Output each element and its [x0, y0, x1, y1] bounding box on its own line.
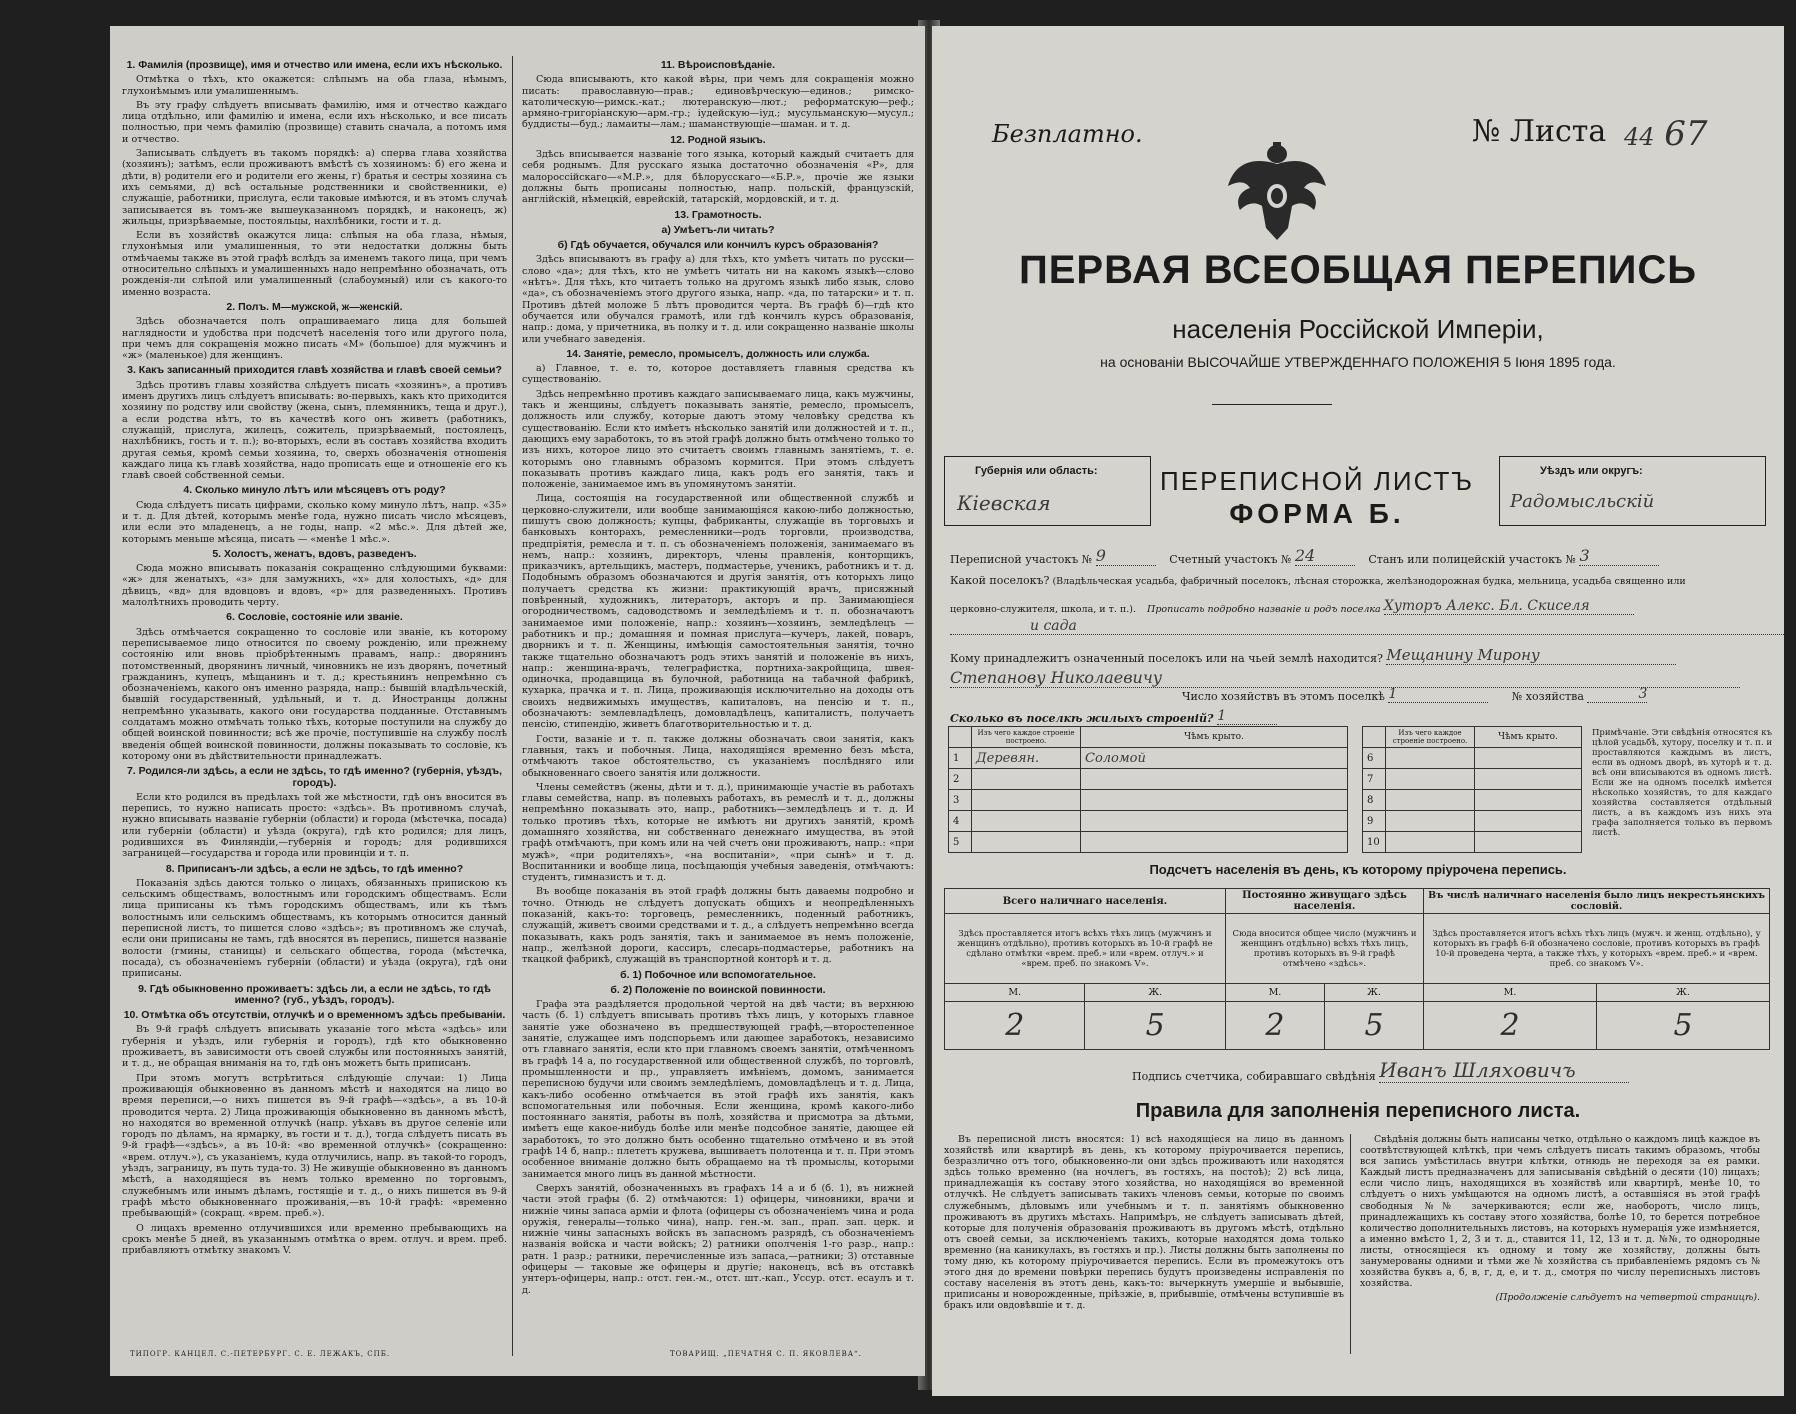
- instruction-heading: 5. Холостъ, женатъ, вдовъ, разведенъ.: [212, 547, 417, 560]
- column-divider: [512, 56, 513, 1356]
- building-roof: [1081, 832, 1348, 853]
- households-count-value: 1: [1388, 686, 1488, 703]
- building-n: 5: [949, 832, 972, 853]
- buildings-table-1: [948, 726, 1348, 853]
- instruction-heading: б. 1) Побочное или вспомогательное.: [620, 968, 816, 981]
- enumerator-signature-row: Подпись счетчика, собиравшаго свѣдѣнія Иванъ Шляховичъ: [1132, 1058, 1629, 1083]
- uezd-label: Уѣздъ или округъ:: [1540, 465, 1643, 477]
- building-material: [972, 790, 1081, 811]
- instructions-column-1: [122, 56, 507, 1259]
- permanent-header: Постоянно живущаго здѣсь населенія.: [1225, 889, 1423, 914]
- households-row: Число хозяйствъ въ этомъ поселкѣ 1 № хозяйства 3: [1182, 686, 1648, 703]
- instruction-heading: 14. Занятіе, ремесло, промыселъ, должность или служба.: [566, 347, 870, 360]
- instruction-heading: а) Умѣетъ-ли читать?: [661, 223, 775, 236]
- instruction-heading: б) Гдѣ обучается, обучался или кончилъ курсъ образованія?: [557, 239, 879, 252]
- total-present-female: 5: [1085, 1002, 1225, 1050]
- population-table: [944, 888, 1770, 1050]
- instruction-paragraph: О лицахъ временно отлучившихся или временно пребывающихъ на срокъ менѣе 5 дней, въ указаннымъ отмѣтка о врем. отлуч. и врем. преб. прибавляютъ отмѣтку знакомъ V.: [122, 1222, 507, 1257]
- total-present-header: Всего наличнаго населенія.: [945, 889, 1226, 914]
- instruction-heading: 11. Вѣроисповѣданіе.: [660, 59, 776, 71]
- instruction-heading: 7. Родился-ли здѣсь, а если не здѣсь, то гдѣ именно? (губернія, уѣздъ, городъ).: [126, 765, 503, 789]
- instruction-paragraph: Члены семействъ (жены, дѣти и т. д.), принимающіе участіе въ работахъ главы семейства, напр. въ полевыхъ работахъ, въ ремеслѣ и т. д., должны непремѣнно показывать это, напр., работникъ—земледѣлецъ и т. д. И только противъ тѣхъ, которые не имѣютъ ни другихъ занятій, кромѣ домашняго хозяйства, ни собственнаго денежнаго имущества, въ этой графѣ отмѣчаютъ, при комъ или на чей счетъ они проживаютъ, напр.: «при мужѣ», «при родителяхъ», «на воспитаніи», «при сынѣ» и т. д. Воспитанники и вообще лица, посѣщающія учебныя заведенія, отмѣчаютъ: студентъ, гимназистъ и т. д.: [522, 781, 914, 884]
- building-n: 9: [1363, 811, 1386, 832]
- female-label: Ж.: [1324, 984, 1423, 1002]
- imperial-eagle-emblem-icon: [1222, 136, 1332, 246]
- building-row: [1363, 832, 1582, 853]
- building-empty-cell: [1475, 832, 1582, 853]
- rules-title: Правила для заполненія переписного листа.: [1135, 1100, 1581, 1122]
- instruction-heading: 6. Сословіе, состояніе или званіе.: [226, 611, 403, 624]
- instruction-paragraph: Здѣсь вписывается названіе того языка, который каждый считаетъ для себя роднымъ. Для русскаго языка достаточно обозначенія «Р», для малороссійскаго—«М.Р.», для бѣлорусскаго—«Б.Р.», прочіе же языки должны быть прописаны полностью, напр. польскій, французскій, англійскій, нѣмецкій, еврейскій, татарскій, мордовскій, и т. д.: [522, 149, 914, 206]
- permanent-male: 2: [1225, 1002, 1324, 1050]
- left-page: [110, 26, 925, 1376]
- permanent-description: Сюда вносится общее число (мужчинъ и женщинъ отдѣльно) всѣхъ тѣхъ лицъ, противъ которыхъ въ 9-й графѣ отмѣчено «здѣсь».: [1225, 914, 1423, 984]
- population-count-title: Подсчетъ населенія въ день, къ которому пріурочена перепись.: [1149, 862, 1567, 877]
- building-roof: [1081, 769, 1348, 790]
- building-n: 8: [1363, 790, 1386, 811]
- male-label: М.: [1424, 984, 1597, 1002]
- buildings-count-value: 1: [1217, 708, 1277, 725]
- settlement-value: Хуторъ Алекс. Бл. Скиселя: [1384, 598, 1634, 615]
- instruction-heading: 13. Грамотность.: [674, 208, 762, 221]
- building-row: [949, 811, 1348, 832]
- free-of-charge-label: Безплатно.: [992, 120, 1143, 148]
- instruction-heading: 2. Полъ. М—мужской, ж—женскій.: [226, 300, 403, 313]
- building-empty-cell: [1475, 790, 1582, 811]
- form-title: ПЕРЕПИСНОЙ ЛИСТЪ: [1160, 466, 1474, 496]
- gubernia-box: [944, 456, 1151, 526]
- instruction-heading: б. 2) Положеніе по воинской повинности.: [610, 983, 826, 996]
- building-row: [1363, 748, 1582, 769]
- building-n: 1: [949, 748, 972, 769]
- instruction-heading: 9. Гдѣ обыкновенно проживаетъ: здѣсь ли, а если не здѣсь, то гдѣ именно? (губ., уѣздъ, городъ).: [138, 982, 491, 1006]
- building-empty-cell: [1475, 811, 1582, 832]
- non-peasant-male: 2: [1424, 1002, 1597, 1050]
- uezd-value: Радомысльскій: [1510, 491, 1655, 512]
- gubernia-value: Кіевская: [957, 491, 1051, 515]
- sheet-number-value: 44 67: [1624, 114, 1708, 154]
- instruction-paragraph: Если въ хозяйствѣ окажутся лица: слѣпыя на оба глаза, нѣмыя, глухонѣмыя или умалишенныя, то эти недостатки должны быть отмѣчаемы также въ этой графѣ вслѣдъ за именемъ такого лица, при чемъ относительно слѣпыхъ и умалишенныхъ надо непремѣнно обозначать, отъ рожденія-ли слѣпой или умалишенный (слабоумный) или съ какого-то именно возраста.: [122, 230, 507, 298]
- building-n: 3: [949, 790, 972, 811]
- instruction-paragraph: Въ эту графу слѣдуетъ вписывать фамилію, имя и отчество каждаго лица отдѣльно, или фамилію и имена, если ихъ нѣсколько, и все писать полностью, при чемъ фамилію (прозвище) ставить сначала, а потомъ имя и отчество.: [122, 99, 507, 145]
- settlement-value-2: и сада: [950, 618, 1784, 635]
- roof-header-2: Чѣмъ крыто.: [1475, 727, 1582, 748]
- male-label: М.: [945, 984, 1085, 1002]
- census-district-value: 9: [1096, 546, 1156, 566]
- uezd-box: [1499, 456, 1766, 526]
- instructions-column-2: [522, 56, 914, 1299]
- building-row: [1363, 769, 1582, 790]
- rules-right-text: Свѣдѣнія должны быть написаны четко, отдѣльно о каждомъ лицѣ каждое въ соотвѣтствующей клѣткѣ, при чемъ слѣдуетъ писать такимъ образомъ, чтобы вся запись умѣстилась внутри клѣтки, отнюдь не переходя за ея рамки. Каждый листъ предназначенъ для записыванія свѣдѣній о десяти (10) лицахъ; если число лицъ, находящихся въ хозяйствѣ или квартирѣ, менѣе 10, то слѣдуетъ о нихъ умѣщаются на одномъ листѣ, а оставшіяся въ этой графѣ свободныя №№ зачеркиваются; если же, наоборотъ, число лицъ, принадлежащихъ къ составу этого хозяйства, болѣе 10, то берется потребное количество дополнительныхъ листовъ, на которыхъ нумерація уже измѣняется, а именно вмѣсто 1, 2, 3 и т. д., ставится 11, 12, 13 и т. д. №№, то однородные листы, относящіеся къ одному и тому же хозяйству, должны быть занумерованы одними и тѣми же № хозяйства съ прибавленіемъ рядомъ съ № хозяйства буквъ а, б, в, г, д, е, и т. д., смотря по числу переписныхъ листовъ хозяйства. (Продолженіе слѣдуетъ на четвертой страницѣ).: [1360, 1134, 1760, 1304]
- buildings-count-row: Сколько въ поселкѣ жилыхъ строеній? 1: [950, 708, 1277, 725]
- printer-footer-left: ТИПОГР. КАНЦЕЛ. С.-ПЕТЕРБУРГ. С. Е. ЛЕЖАКЪ, СПБ.: [130, 1350, 391, 1358]
- building-row: [1363, 790, 1582, 811]
- rules-continuation: (Продолженіе слѣдуетъ на четвертой страницѣ).: [1495, 1292, 1760, 1304]
- instruction-paragraph: Здѣсь обозначается полъ опрашиваемаго лица для большей наглядности и удобства при подсчетѣ населенія того или другого пола, при чемъ для сокращенія можно писать «М» (большое) для мужчинъ и «ж» (маленькое) для женщинъ.: [122, 316, 507, 362]
- household-number-value: 3: [1587, 686, 1647, 703]
- instruction-paragraph: Сюда вписываютъ, кто какой вѣры, при чемъ для сокращенія можно писать: православную—прав.; единовѣрческую—единов.; римско-католическую—римск.-кат.; лютеранскую—лют.; реформатскую—реф.; армяно-григоріанскую—арм.-гр.; іудейскую—іуд.; мусульманскую—мусул.; буддисты—буд.; ламаиты—лам.; шаманствующіе—шаман. и т. д.: [522, 74, 914, 131]
- instruction-paragraph: Въ вообще показанія въ этой графѣ должны быть даваемы подробно и точно. Отнюдь не слѣдуетъ допускать общихъ и неопредѣленныхъ показаній, какъ-то: торговецъ, ремесленникъ, поденный работникъ, служащій, живетъ своими средствами и т. д., а слѣдуетъ непремѣнно всегда показывать, какъ родъ занятія, такъ и занимаемое въ немъ положеніе, напр., желѣзной дороги, кассиръ, слесарь-подмастерье, работникъ на ткацкой фабрикѣ, служащій въ транспортной конторѣ и т. д.: [522, 886, 914, 966]
- instruction-paragraph: Если кто родился въ предѣлахъ той же мѣстности, гдѣ онъ вносится въ перепись, то нужно написать просто: «здѣсь». Въ противномъ случаѣ, нужно вписывать названіе губерніи (области) и города (мѣстечка, посада) или губерніи (области) и уѣзда (округа), гдѣ кто родился; для лицъ, родившихся въ Финляндіи,—губернія и городъ; для родившихся заграницей—государства и города или провинціи и т. п.: [122, 791, 507, 860]
- building-row: [949, 790, 1348, 811]
- sheet-number-label: № Листа: [1472, 114, 1607, 149]
- instruction-paragraph: Записывать слѣдуетъ въ такомъ порядкѣ: а) сперва глава хозяйства (хозяинъ); затѣмъ, если проживаютъ вмѣстѣ съ хозяиномъ: б) его жена и дѣти, в) родители его и родители его жены, г) братья и сестры хозяина съ ихъ семьями, д) всѣ остальные родственники и свойственники, е) служащіе, работники, прислуга, если таковые имѣются, и въ этомъ случаѣ записывается въ томъ-же вышеуказанномъ порядкѣ, и наконецъ, ж) жильцы, призрѣваемые, постояльцы, нахлѣбники, гости и т. д.: [122, 148, 507, 227]
- building-material: Деревян.: [972, 748, 1081, 769]
- building-material: [972, 811, 1081, 832]
- rules-left-text: Въ переписной листъ вносятся: 1) всѣ находящіеся на лицо въ данномъ хозяйствѣ или квартирѣ въ день, къ которому пріурочивается перепись, безразлично отъ того, обыкновенно-ли они здѣсь проживаютъ или находятся здѣсь только временно (на ночлегъ, въ гостяхъ, на постоѣ); 2) всѣ лица, принадлежащія къ составу этого хозяйства, но находящіяся во временной отлучкѣ. Не слѣдуетъ записывать такихъ членовъ семьи, которые по своимъ служебнымъ, дѣловымъ или учебнымъ и т. п. занятіямъ обыкновенно проживаютъ въ другихъ мѣстахъ. Напримѣръ, не слѣдуетъ записывать дѣтей, которые для полученія образованія проживаютъ въ другомъ мѣстѣ, отдѣльно отъ своей семьи, за исключеніемъ такихъ, которые находятся дома только временно (на каникулахъ, въ гостяхъ и пр.). Листы должны быть заполнены по тому дню, къ которому пріурочивается перепись. Если въ промежутокъ отъ этого дня до времени повѣрки перепись будутъ произведены исправленія по составу населенія въ этотъ день, какъ-то: вычеркнуть умершіе и выбывшіе, приписаны и новорожденные, пріѣзжіе, в, прибывшіе, отмѣчены вступившіе въ бракъ или овдовѣвшіе и т. д.: [944, 1134, 1344, 1312]
- male-label: М.: [1225, 984, 1324, 1002]
- total-present-description: Здѣсь проставляется итогъ всѣхъ тѣхъ лицъ (мужчинъ и женщинъ отдѣльно), противъ которыхъ въ 10-й графѣ не сдѣлано отмѣтки «врем. преб.» или «врем. отлуч.» и «врем. преб. по знакомъ V».: [945, 914, 1226, 984]
- instruction-paragraph: Показанія здѣсь даются только о лицахъ, обязанныхъ припискою къ сельскимъ обществамъ, волостнымъ или городскимъ обществамъ. Если лица приписаны къ тѣмъ городскимъ обществамъ, или къ тѣмъ волостнымъ или сельскимъ обществамъ, къ которымъ относится данный переписной листъ, то пишется слово «здѣсь»; въ противномъ же случаѣ, если они приписаны не тамъ, гдѣ вносятся въ перепись, пишется названіе волости (гмины, станицы) и сельскаго общества, города (мѣстечка, посада), съ обозначеніемъ губерніи (области) и уѣзда (округа), гдѣ они приписаны.: [122, 877, 507, 980]
- instruction-heading: 1. Фамилія (прозвище), имя и отчество или имена, если ихъ нѣсколько.: [126, 59, 503, 71]
- building-empty-cell: [1386, 811, 1475, 832]
- material-header-2: Изъ чего каждое строеніе построено.: [1386, 727, 1475, 748]
- non-peasant-female: 5: [1597, 1002, 1770, 1050]
- building-empty-cell: [1386, 832, 1475, 853]
- instruction-paragraph: Лица, состоящія на государственной или общественной службѣ и церковно-служители, или вообще занимающіяся какою-либо должностью, пишутъ свою должность; купцы, фабриканты, служащіе въ торговыхъ и банковыхъ конторахъ, ремесленники—родъ торговли, производства, предпріятія, ремесла и т. п. съ обозначеніемъ положенія, занимаемаго въ немъ, напр.: хозяинъ, директоръ, члены правленія, конторщикъ, приказчикъ, артельщикъ, мастеръ, подмастерье, ученикъ, работникъ и т. д. Подобнымъ образомъ обозначаются и другія занятія, отъ которыхъ лицо получаетъ средства къ жизни: практикующій врачъ, присяжный повѣренный, художникъ, литераторъ, акторъ и пр. Занимающіеся огородничествомъ, садоводствомъ и земледѣліемъ и т. п. обозначаютъ занимаемое ими положеніе, напр.: хозяинъ—хозяинъ, земледѣлецъ — работникъ и пр.; домашняя и помная прислуга—кучеръ, лакей, поваръ, дворникъ и т. п. Женщины, имѣющія самостоятельныя занятія, точно также тщательно обозначаютъ родъ этихъ занятій и положеніе въ нихъ, напр.: женщина-врачъ, телеграфистка, портниха-закройщица, швея-одиночка, продавщица въ булочной, работница на табачной фабрикѣ, кухарка, прачка и т. п. Лица, проживающія исключительно на доходы отъ своихъ недвижимыхъ имуществъ, капиталовъ, на пенсію и т. п., обозначаютъ: землевладѣлецъ, домовладѣлецъ, капиталистъ, получаетъ пенсію, стипендію, живетъ благотворительностью и т. д.: [522, 493, 914, 731]
- instruction-paragraph: Здѣсь противъ главы хозяйства слѣдуетъ писать «хозяинъ», а противъ именъ другихъ лицъ слѣдуетъ вписывать: во-первыхъ, какъ кто приходится хозяину по родству или свойству (жена, сынъ, племянникъ, теща и друг.), а если родства нѣтъ, то въ качествѣ кого онъ живетъ (работникъ, служащій, прислуга, жилецъ, сожитель, призрѣваемый, постоялецъ, нахлѣбникъ, гость и т. п.); во-вторыхъ, если въ составъ хозяйства входитъ другая семья, кромѣ семьи хозяина, то, сверхъ обозначенія отношенія каждаго лица къ главѣ хозяйства, надо прописать еще и отношеніе его къ главѣ своей собственной семьи.: [122, 379, 507, 482]
- building-empty-cell: [1386, 769, 1475, 790]
- instruction-paragraph: Гости, вазаніе и т. п. также должны обозначать свои занятія, какъ главныя, такъ и побочныя. Лица, находящіяся временно безъ мѣста, отмѣчаютъ такое обстоятельство, съ указаніемъ послѣдняго или обыкновеннаго своего занятія или должности.: [522, 733, 914, 779]
- instruction-heading: 8. Приписанъ-ли здѣсь, а если не здѣсь, то гдѣ именно?: [165, 862, 464, 875]
- building-row: [1363, 811, 1582, 832]
- instruction-heading: 3. Какъ записанный приходится главѣ хозяйства и главѣ своей семьи?: [127, 364, 502, 377]
- owner-row: Кому принадлежитъ означенный поселокъ или на чьей землѣ находится? Мещанину Мирону: [950, 646, 1676, 665]
- building-row: [949, 769, 1348, 790]
- roof-header: Чѣмъ крыто.: [1081, 727, 1348, 748]
- building-roof: Соломой: [1081, 748, 1348, 769]
- instruction-paragraph: При этомъ могутъ встрѣтиться слѣдующіе случаи: 1) Лица проживающія обыкновенно въ данномъ мѣстѣ и находятся на лицо во время переписи,—о нихъ пишется въ 9-й графѣ—«здѣсь», а въ 10-й проводится черта. 2) Лица проживающія обыкновенно въ данномъ мѣстѣ, но находятся во временной отлучкѣ (напр. уѣхавъ въ другое селеніе или городъ по дѣламъ, на ярмарку, въ гости и т. д.), тогда слѣдуетъ писать въ 9-й графѣ—«здѣсь», а въ 10-й: «во временной отлучкѣ» (сокращенно: «врем. отлуч.»), съ указаніемъ, куда отлучились, напр. въ такой-то городъ, уѣздъ, заграницу, въ путь туда-то. 3) Не живущіе обыкновенно въ данномъ мѣстѣ, а находящіеся въ немъ только временно по торговымъ, служебнымъ или инымъ дѣламъ, гостящіе и т. д., о нихъ пишется въ 9-й графѣ мѣсто обыкновеннаго проживанія,—въ 10-й графѣ: «временно пребывающій» (сокращ. «врем. преб.»).: [122, 1072, 507, 1220]
- rules-divider: [1350, 1134, 1351, 1354]
- instruction-paragraph: Сюда слѣдуетъ писать цифрами, сколько кому минуло лѣтъ, напр. «35» и т. д. Для дѣтей, которымъ менѣе года, нужно писать число мѣсяцевъ, или если это младенецъ, а не годы, напр. «2 мѣс.». Для дѣтей же, которымъ меньше мѣсяца, писать — «менѣе 1 мѣс.».: [122, 499, 507, 545]
- building-n: 10: [1363, 832, 1386, 853]
- instruction-paragraph: Здѣсь отмѣчается сокращенно то сословіе или званіе, къ которому переписываемое лицо относится по своему рожденію, или прежнему состоянію или вновь пріобрѣтеннымъ правамъ, напр.: дворянинъ потомственный, дворянинъ личный, чиновникъ не изъ дворянъ, почетный гражданинъ, купецъ, мѣщанинъ и т. д.; крестьянинъ непремѣнно съ обозначеніемъ, какого онъ именно разряда, напр.: бывшій владѣльческій, бывшій государственный, удѣльный, и т. д. Иностранцы должны непремѣнно указывать, какого они государства подданные. Отставнымъ солдатамъ можно отмѣчать только тѣхъ, которые поступили на службу до общей воинской повинности; всѣ же прочіе, поступившіе на службу послѣ введенія общей воинской повинности, должны показывать то сословіе, къ которому они въ дѣйствительности принадлежатъ.: [122, 626, 507, 762]
- instruction-heading: 12. Родной языкъ.: [670, 133, 766, 146]
- census-title: ПЕРВАЯ ВСЕОБЩАЯ ПЕРЕПИСЬ: [1019, 248, 1697, 292]
- instruction-paragraph: Сюда можно вписывать показанія сокращенно слѣдующими буквами: «ж» для женатыхъ, «з» для замужнихъ, «х» для холостыхъ, «д» для дѣвицъ, «вд» для вдовцовъ и вдовъ, «р» для разведенныхъ. Противъ малолѣтнихъ проводить черту.: [122, 563, 507, 609]
- permanent-female: 5: [1324, 1002, 1423, 1050]
- owner-value-2: Степанову Николаевичу: [950, 668, 1740, 688]
- census-decree: на основаніи ВЫСОЧАЙШЕ УТВЕРЖДЕННАГО ПОЛОЖЕНІЯ 5 Іюня 1895 года.: [1100, 354, 1616, 370]
- title-divider: [1212, 404, 1332, 405]
- instruction-paragraph: Здѣсь непремѣнно противъ каждаго записываемаго лица, какъ мужчины, такъ и женщины, слѣдуетъ показывать занятіе, ремесло, промыселъ, должность или службу, которые даютъ этому человѣку средства къ существованію. Если кто имѣетъ нѣсколько занятій или должностей и т. п., дающихъ ему заработокъ, то въ этой графѣ должно быть отмѣчено только то изъ нихъ, которое лицо это считаетъ своимъ главнымъ занятіемъ, т. е. которымъ оно главнымъ образомъ кормится. При этомъ слѣдуетъ показывать противъ каждаго лица, какъ родъ его занятія, такъ и положеніе, занимаемое имъ въ упомянутомъ занятіи.: [522, 388, 914, 491]
- building-n: 7: [1363, 769, 1386, 790]
- instruction-heading: 4. Сколько минуло лѣтъ или мѣсяцевъ отъ роду?: [183, 484, 446, 497]
- settlement-row-3: [950, 618, 1784, 635]
- right-page: [932, 26, 1784, 1396]
- printer-footer-right: ТОВАРИЩ. „ПЕЧАТНЯ С. П. ЯКОВЛЕВА“.: [670, 1350, 862, 1358]
- instruction-paragraph: Графа эта раздѣляется продольной чертой на двѣ части; въ верхнюю часть (б. 1) слѣдуетъ вписывать противъ тѣхъ лицъ, у которыхъ главное занятіе уже обозначено въ предшествующей графѣ,—второстепенное занятіе, служащее имъ подспорьемъ или дающее заработокъ, независимо отъ главнаго занятія, если кто при главномъ своемъ занятіи, отмѣченномъ въ графѣ 14 а, по государственной или общественной службѣ, по торговлѣ, промышленности и пр., управляетъ имѣніемъ, домомъ, занимается переписною будучи или своимъ земледѣліемъ, домовладѣлецъ и т. д. Лица, какъ-либо особенно отмѣчается въ этой графѣ ихъ занятія, какъ вспомогательныя или побочныя. Если женщина, кромѣ какого-либо постояннаго занятія, работы въ полѣ, хозяйства и присмотра за дѣтьми, имѣетъ еще какое-нибудь болѣе или менѣе подсобное занятіе, дающее ей заработокъ, то это должно быть особенно тщательно отмѣчено и въ этой графѣ 14 б, напр.: плететъ кружева, вышиваетъ полотенца и т. п. При этомъ особенное вниманіе должно быть обращаемо на тѣ промыслы, которыми занимается много лицъ въ данной мѣстности.: [522, 999, 914, 1180]
- gubernia-label: Губернія или область:: [975, 465, 1098, 477]
- total-present-male: 2: [945, 1002, 1085, 1050]
- instruction-paragraph: Отмѣтка о тѣхъ, кто окажется: слѣпымъ на оба глаза, нѣмымъ, глухонѣмымъ или умалишеннымъ.: [122, 74, 507, 97]
- building-roof: [1081, 790, 1348, 811]
- building-material: [972, 769, 1081, 790]
- instruction-paragraph: Сверхъ занятій, обозначенныхъ въ графахъ 14 а и б (б. 1), въ нижней части этой графы (б. 2) отмѣчаются: 1) офицеры, чиновники, врачи и нижніе чины запаса арміи и флота (офицеры съ обозначеніемъ чина и рода оружія, генералы—только чина), напр. ген.-м. зап., прап. зап. церк. и нижніе чины запасныхъ войскъ въ запасномъ разрядѣ, съ обозначеніемъ названія войска и части войскъ; 2) ратники ополченія 1-го разр., напр.: ратн. 1 разр.; ратники, перечисленные изъ запаса,—ратники; 3) отставные офицеры — таковые же офицеры и другіе; наконецъ, всѣ въ отставкѣ унтеръ-офицеры, напр.: отст. ген.-м., отст. шт.-кап., Уссур. отст. есаулъ и т. д.: [522, 1182, 914, 1296]
- enumerator-signature: Иванъ Шляховичъ: [1379, 1058, 1629, 1083]
- instruction-paragraph: Здѣсь вписываютъ въ графу а) для тѣхъ, кто умѣетъ читать по русски—слово «да»; для тѣхъ, кто не умѣетъ читать ни на какомъ языкѣ—слово «нѣтъ». Для тѣхъ, кто читаетъ только на другомъ языкѣ либо язык, слово «да», съ обозначеніемъ этого другого языка, напр. «да, по татарски» и т. п. Противъ дѣтей моложе 5 лѣтъ проводится черта. Въ графѣ б)—гдѣ кто обучается или обучался грамотѣ, или гдѣ кончилъ курсъ образованія, напр.: дома, у причетника, въ полку и т. д. или сокращенно названіе школы или учебнаго заведенія.: [522, 254, 914, 345]
- building-n: 4: [949, 811, 972, 832]
- female-label: Ж.: [1597, 984, 1770, 1002]
- owner-row-2: [950, 668, 1740, 688]
- non-peasant-description: Здѣсь проставляется итогъ всѣхъ тѣхъ лицъ (мужч. и женщ. отдѣльно), у которыхъ въ графѣ 6-й обозначено сословіе, противъ которыхъ въ графѣ 10-й проведена черта, а также тѣхъ, у которыхъ «врем. преб.» и «врем. преб. со знакомъ V».: [1424, 914, 1770, 984]
- instruction-heading: 10. Отмѣтка объ отсутствіи, отлучкѣ и о временномъ здѣсь пребываніи.: [123, 1009, 506, 1022]
- census-subtitle: населенія Россійской Имперіи,: [1172, 314, 1544, 344]
- form-subtitle: ФОРМА Б.: [1229, 498, 1405, 529]
- building-empty-cell: [1386, 790, 1475, 811]
- settlement-row: Какой поселокъ? (Владѣльческая усадьба, фабричный поселокъ, лѣсная сторожка, желѣзнодорожная будка, мельница, усадьба священно или: [950, 574, 1686, 587]
- building-n: 2: [949, 769, 972, 790]
- building-empty-cell: [1386, 748, 1475, 769]
- building-roof: [1081, 811, 1348, 832]
- instruction-paragraph: Въ 9-й графѣ слѣдуетъ вписывать указаніе того мѣста «здѣсь» или губернія и уѣздъ, или губернія и городъ), гдѣ кто обыкновенно проживаетъ, въ зависимости отъ своей службы или постоянныхъ занятій, и т. д., не обращая вниманія на то, гдѣ онъ можетъ быть приписанъ.: [122, 1024, 507, 1070]
- counting-district-value: 24: [1295, 546, 1355, 566]
- building-row: [949, 748, 1348, 769]
- material-header: Изъ чего каждое строеніе построено.: [972, 727, 1081, 748]
- building-empty-cell: [1475, 769, 1582, 790]
- buildings-note: Примѣчаніе. Эти свѣдѣнія относятся къ цѣлой усадьбѣ, хутору, поселку и т. п. и проставляются каждымъ въ листъ, если въ одномъ дворѣ, въ хуторѣ и т. д. всѣ они вписываются въ одномъ листѣ. Если же на одномъ поселкѣ имѣется нѣсколько хозяйствъ, то для каждаго хозяйства составляется отдѣльный листъ, а въ каждомъ изъ нихъ эта графа заполняется только въ первомъ листѣ.: [1592, 728, 1772, 838]
- owner-value: Мещанину Мирону: [1386, 646, 1676, 665]
- buildings-table-2: [1362, 726, 1582, 853]
- non-peasant-header: Въ числѣ наличнаго населенія было лицъ некрестьянскихъ сословій.: [1424, 889, 1770, 914]
- female-label: Ж.: [1085, 984, 1225, 1002]
- district-row: Переписной участокъ № 9 Счетный участокъ № 24 Станъ или полицейскій участокъ № 3: [950, 546, 1659, 566]
- building-row: [949, 832, 1348, 853]
- settlement-row-2: церковно-служителя, школа, и т. п.). Прописать подробно названіе и родъ поселка Хуторъ Алекс. Бл. Скиселя: [950, 598, 1634, 615]
- building-material: [972, 832, 1081, 853]
- building-n: 6: [1363, 748, 1386, 769]
- police-district-value: 3: [1579, 546, 1659, 566]
- instruction-paragraph: а) Главное, т. е. то, которое доставляетъ главныя средства къ существованію.: [522, 363, 914, 386]
- building-empty-cell: [1475, 748, 1582, 769]
